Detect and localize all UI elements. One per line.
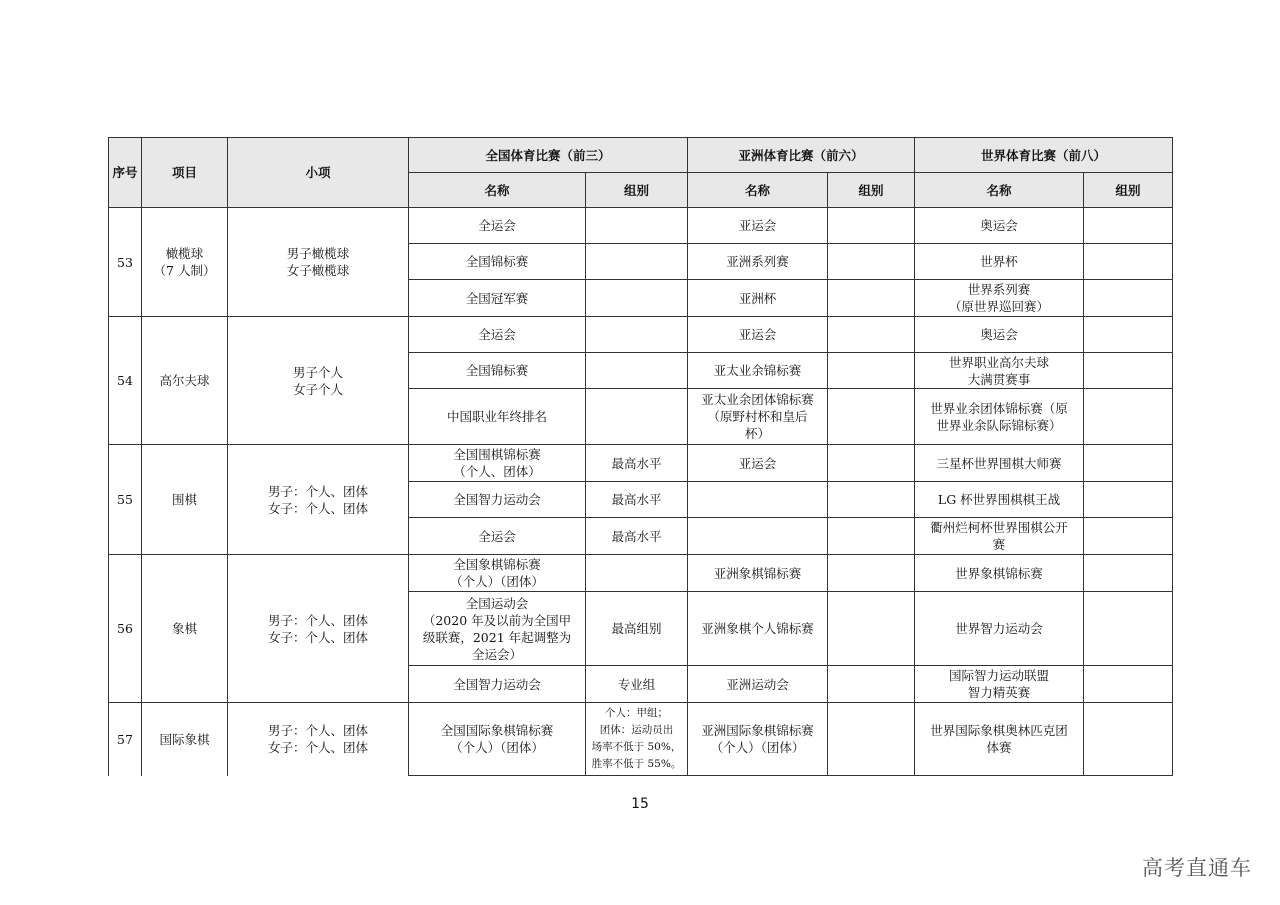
world-competition-group: [1084, 703, 1173, 776]
national-competition-group: [586, 208, 688, 244]
table-row: [109, 555, 1173, 592]
national-competition-name: 全国锦标赛: [409, 244, 586, 280]
world-competition-name: 世界杯: [915, 244, 1084, 280]
national-competition-name: 全国运动会 （2020 年及以前为全国甲 级联赛，2021 年起调整为 全运会）: [409, 592, 586, 666]
national-competition-group: [586, 317, 688, 353]
asia-competition-name: [688, 518, 828, 555]
asia-competition-group: [828, 555, 915, 592]
header-national-name: 名称: [409, 173, 586, 208]
world-competition-name: 奥运会: [915, 317, 1084, 353]
project-name: 橄榄球 （7 人制）: [142, 208, 228, 317]
national-competition-group: 最高水平: [586, 482, 688, 518]
table-row: [109, 317, 1173, 353]
world-competition-group: [1084, 445, 1173, 482]
row-number: 54: [109, 317, 142, 445]
header-world-group: 组别: [1084, 173, 1173, 208]
header-asia-group: 组别: [828, 173, 915, 208]
project-name: 围棋: [142, 445, 228, 555]
world-competition-group: [1084, 244, 1173, 280]
national-competition-name: 全国锦标赛: [409, 353, 586, 389]
watermark: 高考直通车: [1142, 856, 1252, 880]
header-seq: 序号: [109, 138, 142, 208]
world-competition-name: 世界职业高尔夫球 大满贯赛事: [915, 353, 1084, 389]
asia-competition-name: 亚洲运动会: [688, 666, 828, 703]
sub-items: 男子：个人、团体 女子：个人、团体: [228, 445, 409, 555]
national-competition-name: 全国冠军赛: [409, 280, 586, 317]
competition-table: [108, 137, 1173, 776]
national-competition-group: [586, 244, 688, 280]
table-row: [109, 445, 1173, 482]
project-name: 象棋: [142, 555, 228, 703]
national-competition-name: 全运会: [409, 208, 586, 244]
row-number: 55: [109, 445, 142, 555]
national-competition-name: 全国象棋锦标赛 （个人）（团体）: [409, 555, 586, 592]
national-competition-group: [586, 555, 688, 592]
header-world-name: 名称: [915, 173, 1084, 208]
asia-competition-group: [828, 280, 915, 317]
header-subitem: 小项: [228, 138, 409, 208]
header-project: 项目: [142, 138, 228, 208]
asia-competition-group: [828, 389, 915, 445]
sub-items: 男子橄榄球 女子橄榄球: [228, 208, 409, 317]
world-competition-name: 世界系列赛 （原世界巡回赛）: [915, 280, 1084, 317]
asia-competition-group: [828, 592, 915, 666]
asia-competition-group: [828, 445, 915, 482]
sub-items: 男子个人 女子个人: [228, 317, 409, 445]
header-asia-name: 名称: [688, 173, 828, 208]
header-national: 全国体育比赛（前三）: [409, 138, 688, 173]
world-competition-name: LG 杯世界围棋棋王战: [915, 482, 1084, 518]
table-row: [109, 208, 1173, 244]
asia-competition-name: 亚太业余团体锦标赛 （原野村杯和皇后 杯）: [688, 389, 828, 445]
asia-competition-group: [828, 666, 915, 703]
asia-competition-name: 亚运会: [688, 208, 828, 244]
asia-competition-name: 亚洲国际象棋锦标赛 （个人）（团体）: [688, 703, 828, 776]
asia-competition-name: 亚洲杯: [688, 280, 828, 317]
header-asia: 亚洲体育比赛（前六）: [688, 138, 915, 173]
world-competition-name: 国际智力运动联盟 智力精英赛: [915, 666, 1084, 703]
asia-competition-group: [828, 353, 915, 389]
sub-items: 男子：个人、团体 女子：个人、团体: [228, 703, 409, 776]
world-competition-group: [1084, 208, 1173, 244]
world-competition-group: [1084, 518, 1173, 555]
national-competition-name: 全国智力运动会: [409, 482, 586, 518]
world-competition-group: [1084, 389, 1173, 445]
project-name: 国际象棋: [142, 703, 228, 776]
world-competition-name: 三星杯世界围棋大师赛: [915, 445, 1084, 482]
asia-competition-group: [828, 208, 915, 244]
asia-competition-group: [828, 317, 915, 353]
world-competition-name: 奥运会: [915, 208, 1084, 244]
asia-competition-group: [828, 703, 915, 776]
national-competition-name: 中国职业年终排名: [409, 389, 586, 445]
national-competition-name: 全国国际象棋锦标赛 （个人）（团体）: [409, 703, 586, 776]
world-competition-group: [1084, 353, 1173, 389]
row-number: 53: [109, 208, 142, 317]
national-competition-group: 最高组别: [586, 592, 688, 666]
world-competition-group: [1084, 555, 1173, 592]
sub-items: 男子：个人、团体 女子：个人、团体: [228, 555, 409, 703]
national-competition-name: 全国智力运动会: [409, 666, 586, 703]
header-world: 世界体育比赛（前八）: [915, 138, 1173, 173]
asia-competition-name: 亚洲象棋锦标赛: [688, 555, 828, 592]
national-competition-name: 全运会: [409, 317, 586, 353]
national-competition-group: [586, 353, 688, 389]
table-row: [109, 703, 1173, 776]
national-competition-name: 全运会: [409, 518, 586, 555]
world-competition-group: [1084, 317, 1173, 353]
row-number: 57: [109, 703, 142, 776]
asia-competition-name: [688, 482, 828, 518]
asia-competition-group: [828, 482, 915, 518]
world-competition-group: [1084, 592, 1173, 666]
header-national-group: 组别: [586, 173, 688, 208]
project-name: 高尔夫球: [142, 317, 228, 445]
asia-competition-name: 亚洲象棋个人锦标赛: [688, 592, 828, 666]
asia-competition-name: 亚洲系列赛: [688, 244, 828, 280]
page-number: 15: [631, 796, 649, 812]
asia-competition-name: 亚运会: [688, 445, 828, 482]
national-competition-group: 最高水平: [586, 445, 688, 482]
world-competition-group: [1084, 482, 1173, 518]
world-competition-name: 衢州烂柯杯世界围棋公开 赛: [915, 518, 1084, 555]
world-competition-name: 世界智力运动会: [915, 592, 1084, 666]
world-competition-group: [1084, 666, 1173, 703]
national-competition-name: 全国围棋锦标赛 （个人、团体）: [409, 445, 586, 482]
world-competition-name: 世界国际象棋奥林匹克团 体赛: [915, 703, 1084, 776]
asia-competition-group: [828, 518, 915, 555]
national-competition-group: 最高水平: [586, 518, 688, 555]
national-competition-group: 个人：甲组； 团体：运动员出 场率不低于 50%， 胜率不低于 55%。: [586, 703, 688, 776]
world-competition-name: 世界象棋锦标赛: [915, 555, 1084, 592]
asia-competition-group: [828, 244, 915, 280]
row-number: 56: [109, 555, 142, 703]
national-competition-group: [586, 280, 688, 317]
national-competition-group: [586, 389, 688, 445]
world-competition-group: [1084, 280, 1173, 317]
national-competition-group: 专业组: [586, 666, 688, 703]
asia-competition-name: 亚太业余锦标赛: [688, 353, 828, 389]
world-competition-name: 世界业余团体锦标赛（原 世界业余队际锦标赛）: [915, 389, 1084, 445]
asia-competition-name: 亚运会: [688, 317, 828, 353]
